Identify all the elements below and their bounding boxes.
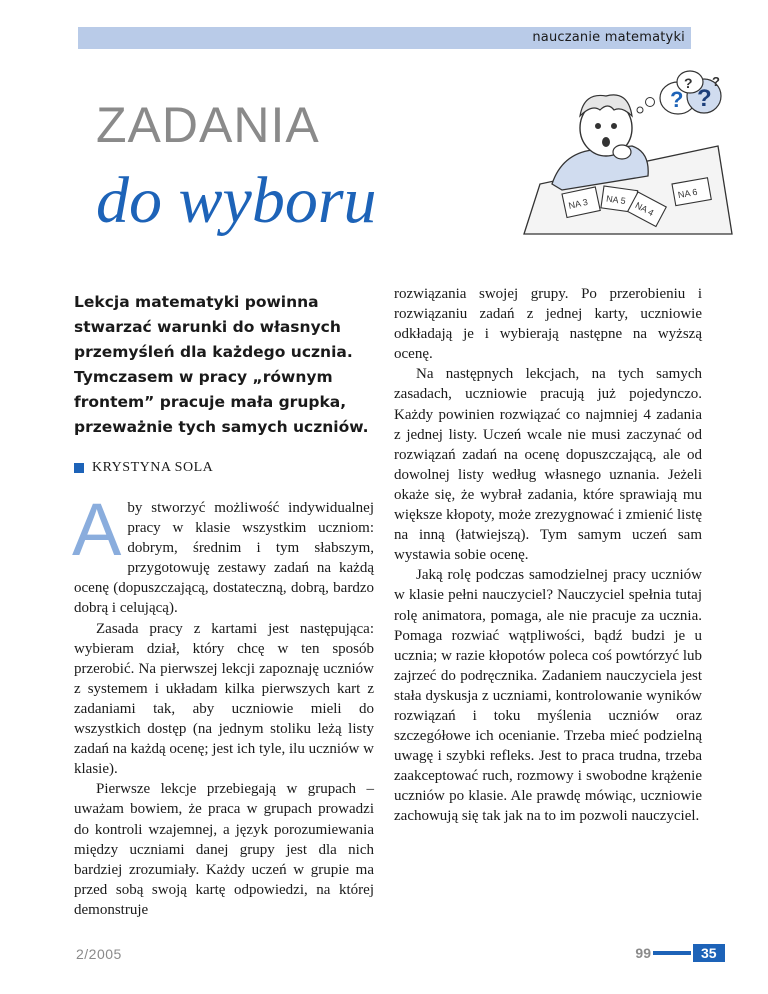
page-numbers [619,944,725,962]
question-mark: ? [670,87,684,112]
question-mark: ? [712,74,720,89]
paragraph-text: by stworzyć możliwość indywidualnej pracy w klasie wszystkim uczniom: dobrym, średnim i tym słabszym, przygotowuję zestawy zadań na każdą ocenę (dopuszczającą, dostateczną, dobrą, bardzo dobrą i celującą). [74,500,374,617]
body-paragraph: Pierwsze lekcje przebiegają w grupach – uważam bowiem, że praca w grupach prowadzi do kontroli wzajemnej, a język porozumiewania między uczniami danej grupy jest dla nich bardziej zrozumiały. Każdy uczeń w grupie ma przed sobą swoją kartę odpowiedzi, na której demonstruje [74,781,374,918]
body-paragraph: rozwiązania swojej grupy. Po przerobieniu i rozwiązaniu zadań z jednej karty, uczniowie odkładają je i wybierają następne na wyższą ocenę. [394,286,702,363]
body-paragraph: Na następnych lekcjach, na tych samych zasadach, uczniowie pracują już pojedynczo. Każdy powinien rozwiązać co najmniej 4 zadania z jednej listy. Uczeń wcale nie musi zaczynać od rozwiązań zadań na ocenę dopuszczającą, ale od dowolnej listy według własnego uznania. Jeżeli okaże się, że wybrał zadania, które sprawiają mu większe kłopoty, może zrezygnować i zmienić listę na inną (łatwiejszą). Tym samym uczeń sam wystawia sobie ocenę. [394,366,702,564]
card-label: NA 4 [633,200,656,219]
body-column-right [394,284,702,827]
body-paragraph [72,488,374,619]
page-number-b: 35 [693,944,725,962]
card-label: NA 5 [605,193,627,207]
page-number-a: 99 [635,945,651,961]
card-label: NA 6 [677,186,699,201]
drop-cap: A [72,488,122,571]
question-mark: ? [697,85,712,112]
lead-paragraph: Lekcja matematyki powinna stwarzać warunki do własnych przemyśleń dla każdego ucznia. Tymczasem w pracy „równym frontem” pracuje mała grupka, przeważnie tych samych uczniów. [74,293,369,436]
issue-number: 2/2005 [76,946,122,962]
author-marker-icon [74,463,84,473]
page-divider [653,951,691,955]
body-paragraph: Jaką rolę podczas samodzielnej pracy uczniów w klasie pełni nauczyciel? Nauczyciel spełnia tutaj rolę animatora, pomaga, ale nie pracuje za ucznia. Pomaga rozwiać wątpliwości, bądź budzi je u ucznia; w razie kłopotów poleca coś powtórzyć lub zajrzeć do podręcznika. Zadaniem nauczyciela jest stała dyskusja z uczniami, kontrolowanie wyników rozwiązań i toku myślenia uczniów oraz szczegółowe ich ocenianie. Trzeba mieć podzielną uwagę i szybki refleks. Jest to praca trudna, trzeba zaakceptować ruch, rozmowy i swobodne krążenie uczniów po klasie. Ale prawdę mówiąc, uczniowie zachowują się tak jak na to im pozwoli nauczyciel. [394,567,702,825]
card-label: NA 3 [567,196,589,211]
student-thinking-illustration [522,66,734,236]
article-title: ZADANIA [96,97,320,153]
body-paragraph: Zasada pracy z kartami jest następująca: wybieram dział, który chcę w ten sposób przerobić. Na pierwszej lekcji zapoznaję uczniów z systemem i układam kilka pierwszych kart z zadaniami tak, aby uczniowie mieli do wszystkich dostęp (na jednym stoliku leżą listy zadań na każdą ocenę; jest ich tyle, ilu uczniów w klasie). [74,620,374,778]
author-name: KRYSTYNA SOLA [92,460,214,475]
body-column-left [72,488,374,920]
article-subtitle: do wyboru [96,164,377,237]
section-header-bar [78,27,691,49]
section-label: nauczanie matematyki [532,30,685,45]
question-mark: ? [684,75,693,91]
author-line [74,460,213,476]
